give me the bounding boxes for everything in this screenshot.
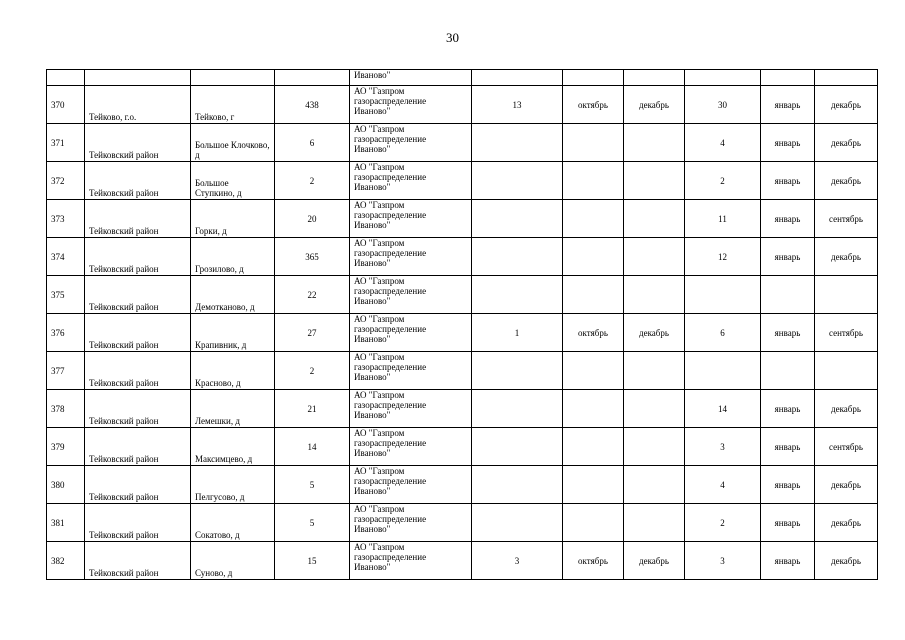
locality-cell: Сокатово, д	[191, 504, 275, 542]
org-line: АО "Газпром	[354, 466, 405, 476]
start-month-cell: октябрь	[563, 314, 624, 352]
row-number: 371	[47, 124, 85, 162]
period-end-cell: декабрь	[815, 162, 878, 200]
period-start-cell: январь	[761, 466, 815, 504]
period-end-cell: декабрь	[815, 466, 878, 504]
quantity-cell: 3	[685, 428, 761, 466]
period-end-cell	[815, 352, 878, 390]
quantity-cell: 4	[685, 124, 761, 162]
quantity-cell: 6	[685, 314, 761, 352]
org-line: Иваново"	[354, 410, 391, 420]
page-number: 30	[446, 30, 459, 45]
quantity-cell: 30	[685, 86, 761, 124]
count-cell: 2	[275, 162, 350, 200]
period-end-cell: декабрь	[815, 238, 878, 276]
period-end-cell: декабрь	[815, 86, 878, 124]
start-month-cell	[563, 276, 624, 314]
district-cell: Тейковский район	[85, 276, 191, 314]
period-end-cell: декабрь	[815, 542, 878, 580]
org-cell	[350, 238, 472, 276]
district-cell: Тейковский район	[85, 504, 191, 542]
org-line: газораспределение	[354, 286, 427, 296]
table-row	[47, 428, 878, 466]
org-line: АО "Газпром	[354, 542, 405, 552]
district-cell: Тейковский район	[85, 314, 191, 352]
row-number: 374	[47, 238, 85, 276]
table-row	[47, 542, 878, 580]
org-line: АО "Газпром	[354, 200, 405, 210]
plan-quantity-cell	[472, 124, 563, 162]
count-cell: 21	[275, 390, 350, 428]
period-end-cell: сентябрь	[815, 428, 878, 466]
locality-cell: Грозилово, д	[191, 238, 275, 276]
org-line: АО "Газпром	[354, 276, 405, 286]
row-number: 380	[47, 466, 85, 504]
end-month-cell	[624, 124, 685, 162]
row-number: 377	[47, 352, 85, 390]
count-cell: 20	[275, 200, 350, 238]
start-month-cell: октябрь	[563, 86, 624, 124]
locality-cell: Красново, д	[191, 352, 275, 390]
org-line: газораспределение	[354, 134, 427, 144]
table-row	[47, 86, 878, 124]
locality-cell: Максимцево, д	[191, 428, 275, 466]
org-line: АО "Газпром	[354, 504, 405, 514]
org-line: Иваново"	[354, 296, 391, 306]
org-line: Иваново"	[354, 562, 391, 572]
start-month-cell	[563, 504, 624, 542]
plan-quantity-cell	[472, 276, 563, 314]
locality-cell: Демотканово, д	[191, 276, 275, 314]
end-month-cell	[624, 238, 685, 276]
start-month-cell	[563, 352, 624, 390]
period-start-cell: январь	[761, 124, 815, 162]
quantity-cell: 3	[685, 542, 761, 580]
org-cell	[350, 542, 472, 580]
org-line: газораспределение	[354, 476, 427, 486]
period-start-cell: январь	[761, 390, 815, 428]
district-cell: Тейковский район	[85, 390, 191, 428]
table-row	[47, 276, 878, 314]
period-start-cell: январь	[761, 86, 815, 124]
row-number: 373	[47, 200, 85, 238]
table-row	[47, 200, 878, 238]
quantity-cell: 4	[685, 466, 761, 504]
org-line: АО "Газпром	[354, 162, 405, 172]
plan-quantity-cell	[472, 352, 563, 390]
org-cell	[350, 504, 472, 542]
org-line: газораспределение	[354, 210, 427, 220]
end-month-cell: декабрь	[624, 542, 685, 580]
end-month-cell	[624, 504, 685, 542]
row-number: 376	[47, 314, 85, 352]
period-start-cell: январь	[761, 314, 815, 352]
org-line: АО "Газпром	[354, 238, 405, 248]
org-cell	[350, 428, 472, 466]
end-month-cell	[624, 276, 685, 314]
org-line: газораспределение	[354, 552, 427, 562]
count-cell: 15	[275, 542, 350, 580]
period-start-cell	[761, 352, 815, 390]
org-cell	[350, 86, 472, 124]
end-month-cell: декабрь	[624, 86, 685, 124]
org-line: Иваново"	[354, 220, 391, 230]
period-end-cell: сентябрь	[815, 200, 878, 238]
org-line: газораспределение	[354, 438, 427, 448]
end-month-cell	[624, 352, 685, 390]
org-line: Иваново"	[354, 524, 391, 534]
count-cell: 27	[275, 314, 350, 352]
period-start-cell: январь	[761, 200, 815, 238]
quantity-cell: 2	[685, 162, 761, 200]
quantity-cell	[685, 352, 761, 390]
org-line: газораспределение	[354, 514, 427, 524]
count-cell: 365	[275, 238, 350, 276]
period-end-cell: сентябрь	[815, 314, 878, 352]
org-line: газораспределение	[354, 324, 427, 334]
org-line: АО "Газпром	[354, 352, 405, 362]
org-line: газораспределение	[354, 362, 427, 372]
plan-quantity-cell	[472, 200, 563, 238]
row-number: 381	[47, 504, 85, 542]
quantity-cell	[685, 276, 761, 314]
table-row	[47, 238, 878, 276]
plan-quantity-cell: 3	[472, 542, 563, 580]
org-line: газораспределение	[354, 96, 427, 106]
plan-quantity-cell	[472, 504, 563, 542]
org-cell	[350, 390, 472, 428]
org-line: АО "Газпром	[354, 428, 405, 438]
count-cell: 22	[275, 276, 350, 314]
locality-cell: Большое Клочково, д	[191, 124, 275, 162]
end-month-cell: декабрь	[624, 314, 685, 352]
org-cell	[350, 466, 472, 504]
locality-cell: Горки, д	[191, 200, 275, 238]
start-month-cell	[563, 428, 624, 466]
count-cell: 2	[275, 352, 350, 390]
count-cell: 6	[275, 124, 350, 162]
continuation-row	[47, 70, 878, 86]
end-month-cell	[624, 428, 685, 466]
org-cell	[350, 200, 472, 238]
org-line: АО "Газпром	[354, 314, 405, 324]
plan-quantity-cell	[472, 428, 563, 466]
end-month-cell	[624, 466, 685, 504]
org-cell	[350, 352, 472, 390]
org-line: Иваново"	[354, 448, 391, 458]
table-row	[47, 466, 878, 504]
org-line: газораспределение	[354, 172, 427, 182]
locality-cell: Тейково, г	[191, 86, 275, 124]
period-start-cell: январь	[761, 504, 815, 542]
plan-quantity-cell: 13	[472, 86, 563, 124]
table-row	[47, 124, 878, 162]
org-cell	[350, 314, 472, 352]
period-start-cell	[761, 276, 815, 314]
org-line: Иваново"	[354, 258, 391, 268]
org-line: Иваново"	[354, 372, 391, 382]
org-line: Иваново"	[354, 106, 391, 116]
row-number: 375	[47, 276, 85, 314]
table-row	[47, 162, 878, 200]
locality-cell: Суново, д	[191, 542, 275, 580]
row-number: 382	[47, 542, 85, 580]
period-start-cell: январь	[761, 542, 815, 580]
plan-quantity-cell: 1	[472, 314, 563, 352]
quantity-cell: 14	[685, 390, 761, 428]
row-number: 370	[47, 86, 85, 124]
period-end-cell	[815, 276, 878, 314]
locality-cell: Крапивник, д	[191, 314, 275, 352]
org-line: АО "Газпром	[354, 86, 405, 96]
district-cell: Тейковский район	[85, 162, 191, 200]
plan-quantity-cell	[472, 238, 563, 276]
org-line: газораспределение	[354, 400, 427, 410]
row-number: 372	[47, 162, 85, 200]
org-cell: Иваново"	[350, 70, 472, 86]
start-month-cell	[563, 162, 624, 200]
end-month-cell	[624, 162, 685, 200]
org-cell	[350, 162, 472, 200]
table-row	[47, 390, 878, 428]
start-month-cell	[563, 466, 624, 504]
row-number: 379	[47, 428, 85, 466]
locality-cell: Большое Ступкино, д	[191, 162, 275, 200]
period-end-cell: декабрь	[815, 124, 878, 162]
period-start-cell: январь	[761, 162, 815, 200]
org-line: АО "Газпром	[354, 390, 405, 400]
start-month-cell: октябрь	[563, 542, 624, 580]
district-cell: Тейково, г.о.	[85, 86, 191, 124]
district-cell: Тейковский район	[85, 238, 191, 276]
period-start-cell: январь	[761, 428, 815, 466]
quantity-cell: 12	[685, 238, 761, 276]
locality-cell: Лемешки, д	[191, 390, 275, 428]
plan-quantity-cell	[472, 162, 563, 200]
district-cell: Тейковский район	[85, 352, 191, 390]
district-cell: Тейковский район	[85, 466, 191, 504]
gasification-table	[46, 69, 878, 580]
district-cell: Тейковский район	[85, 428, 191, 466]
plan-quantity-cell	[472, 466, 563, 504]
org-line: Иваново"	[354, 182, 391, 192]
table-row	[47, 314, 878, 352]
locality-cell: Пелгусово, д	[191, 466, 275, 504]
period-end-cell: декабрь	[815, 390, 878, 428]
org-cell	[350, 276, 472, 314]
start-month-cell	[563, 200, 624, 238]
org-line: Иваново"	[354, 334, 391, 344]
table-row	[47, 352, 878, 390]
org-line: Иваново"	[354, 144, 391, 154]
count-cell: 5	[275, 466, 350, 504]
count-cell: 14	[275, 428, 350, 466]
end-month-cell	[624, 200, 685, 238]
row-number: 378	[47, 390, 85, 428]
org-line: Иваново"	[354, 486, 391, 496]
count-cell: 5	[275, 504, 350, 542]
org-cell	[350, 124, 472, 162]
quantity-cell: 2	[685, 504, 761, 542]
table-row	[47, 504, 878, 542]
start-month-cell	[563, 238, 624, 276]
period-start-cell: январь	[761, 238, 815, 276]
district-cell: Тейковский район	[85, 200, 191, 238]
district-cell: Тейковский район	[85, 124, 191, 162]
end-month-cell	[624, 390, 685, 428]
start-month-cell	[563, 124, 624, 162]
org-line: газораспределение	[354, 248, 427, 258]
district-cell: Тейковский район	[85, 542, 191, 580]
count-cell: 438	[275, 86, 350, 124]
plan-quantity-cell	[472, 390, 563, 428]
org-line: АО "Газпром	[354, 124, 405, 134]
quantity-cell: 11	[685, 200, 761, 238]
start-month-cell	[563, 390, 624, 428]
period-end-cell: декабрь	[815, 504, 878, 542]
